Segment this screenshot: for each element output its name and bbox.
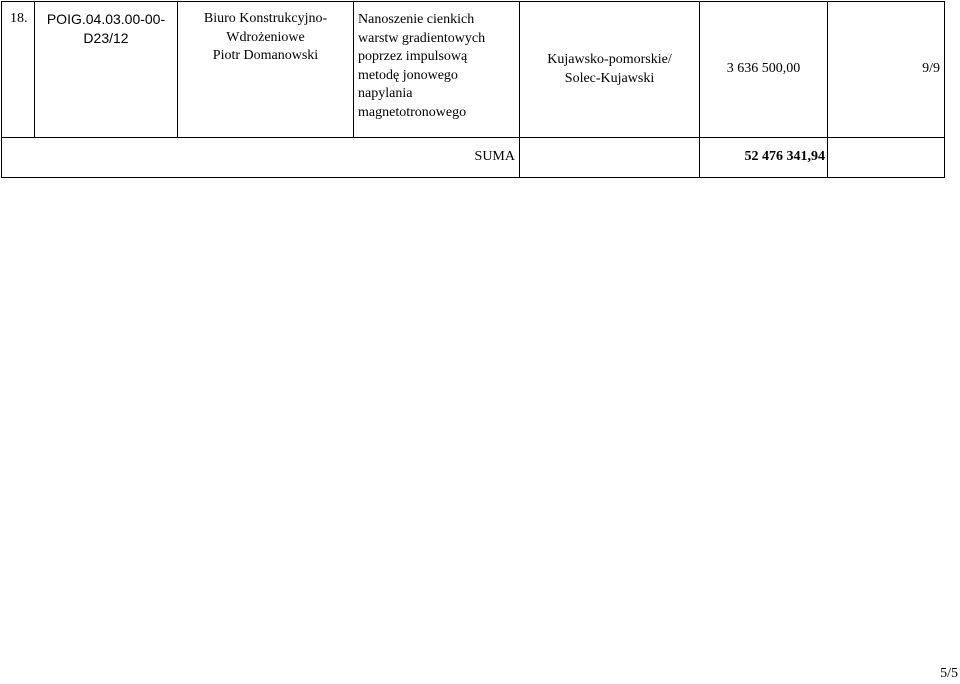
summary-row: [2, 138, 945, 178]
amount-cell: [700, 2, 828, 138]
summary-empty-cell: [520, 138, 700, 178]
project-title-line: napylania: [358, 86, 413, 101]
summary-label: SUMA: [474, 149, 515, 165]
score-cell: [828, 2, 945, 138]
project-number-line-2: D23/12: [83, 29, 129, 46]
amount-value: 3 636 500,00: [726, 61, 801, 77]
summary-trailing-cell: [828, 138, 945, 178]
summary-label-cell: [2, 138, 520, 178]
project-title-line: metodę jonowego: [358, 67, 458, 83]
beneficiary-line-3: Piotr Domanowski: [212, 48, 319, 63]
project-title-line: magnetotronowego: [358, 104, 467, 120]
project-number-cell: [35, 2, 178, 138]
project-title-line: Nanoszenie cienkich: [358, 12, 475, 27]
summary-value: 52 476 341,94: [744, 149, 825, 165]
row-number-cell: [2, 2, 35, 138]
location-cell: [520, 2, 700, 138]
location-line-1: Kujawsko-pomorskie/: [547, 52, 672, 67]
page-number: 5/5: [940, 666, 958, 681]
table-row: [2, 2, 945, 138]
projects-table: [1, 1, 945, 178]
project-title-line: warstw gradientowych: [358, 30, 486, 46]
location-line-2: Solec-Kujawski: [564, 70, 655, 86]
summary-value-cell: [700, 138, 828, 178]
row-number: 18.: [10, 11, 28, 26]
beneficiary-line-1: Biuro Konstrukcyjno-: [203, 11, 328, 26]
project-title-cell: [354, 2, 520, 138]
beneficiary-cell: [178, 2, 354, 138]
beneficiary-line-2: Wdrożeniowe: [226, 29, 305, 45]
score-value: 9/9: [922, 61, 940, 77]
project-number-line-1: POIG.04.03.00-00-: [46, 11, 166, 27]
project-title-line: poprzez impulsową: [358, 49, 468, 64]
